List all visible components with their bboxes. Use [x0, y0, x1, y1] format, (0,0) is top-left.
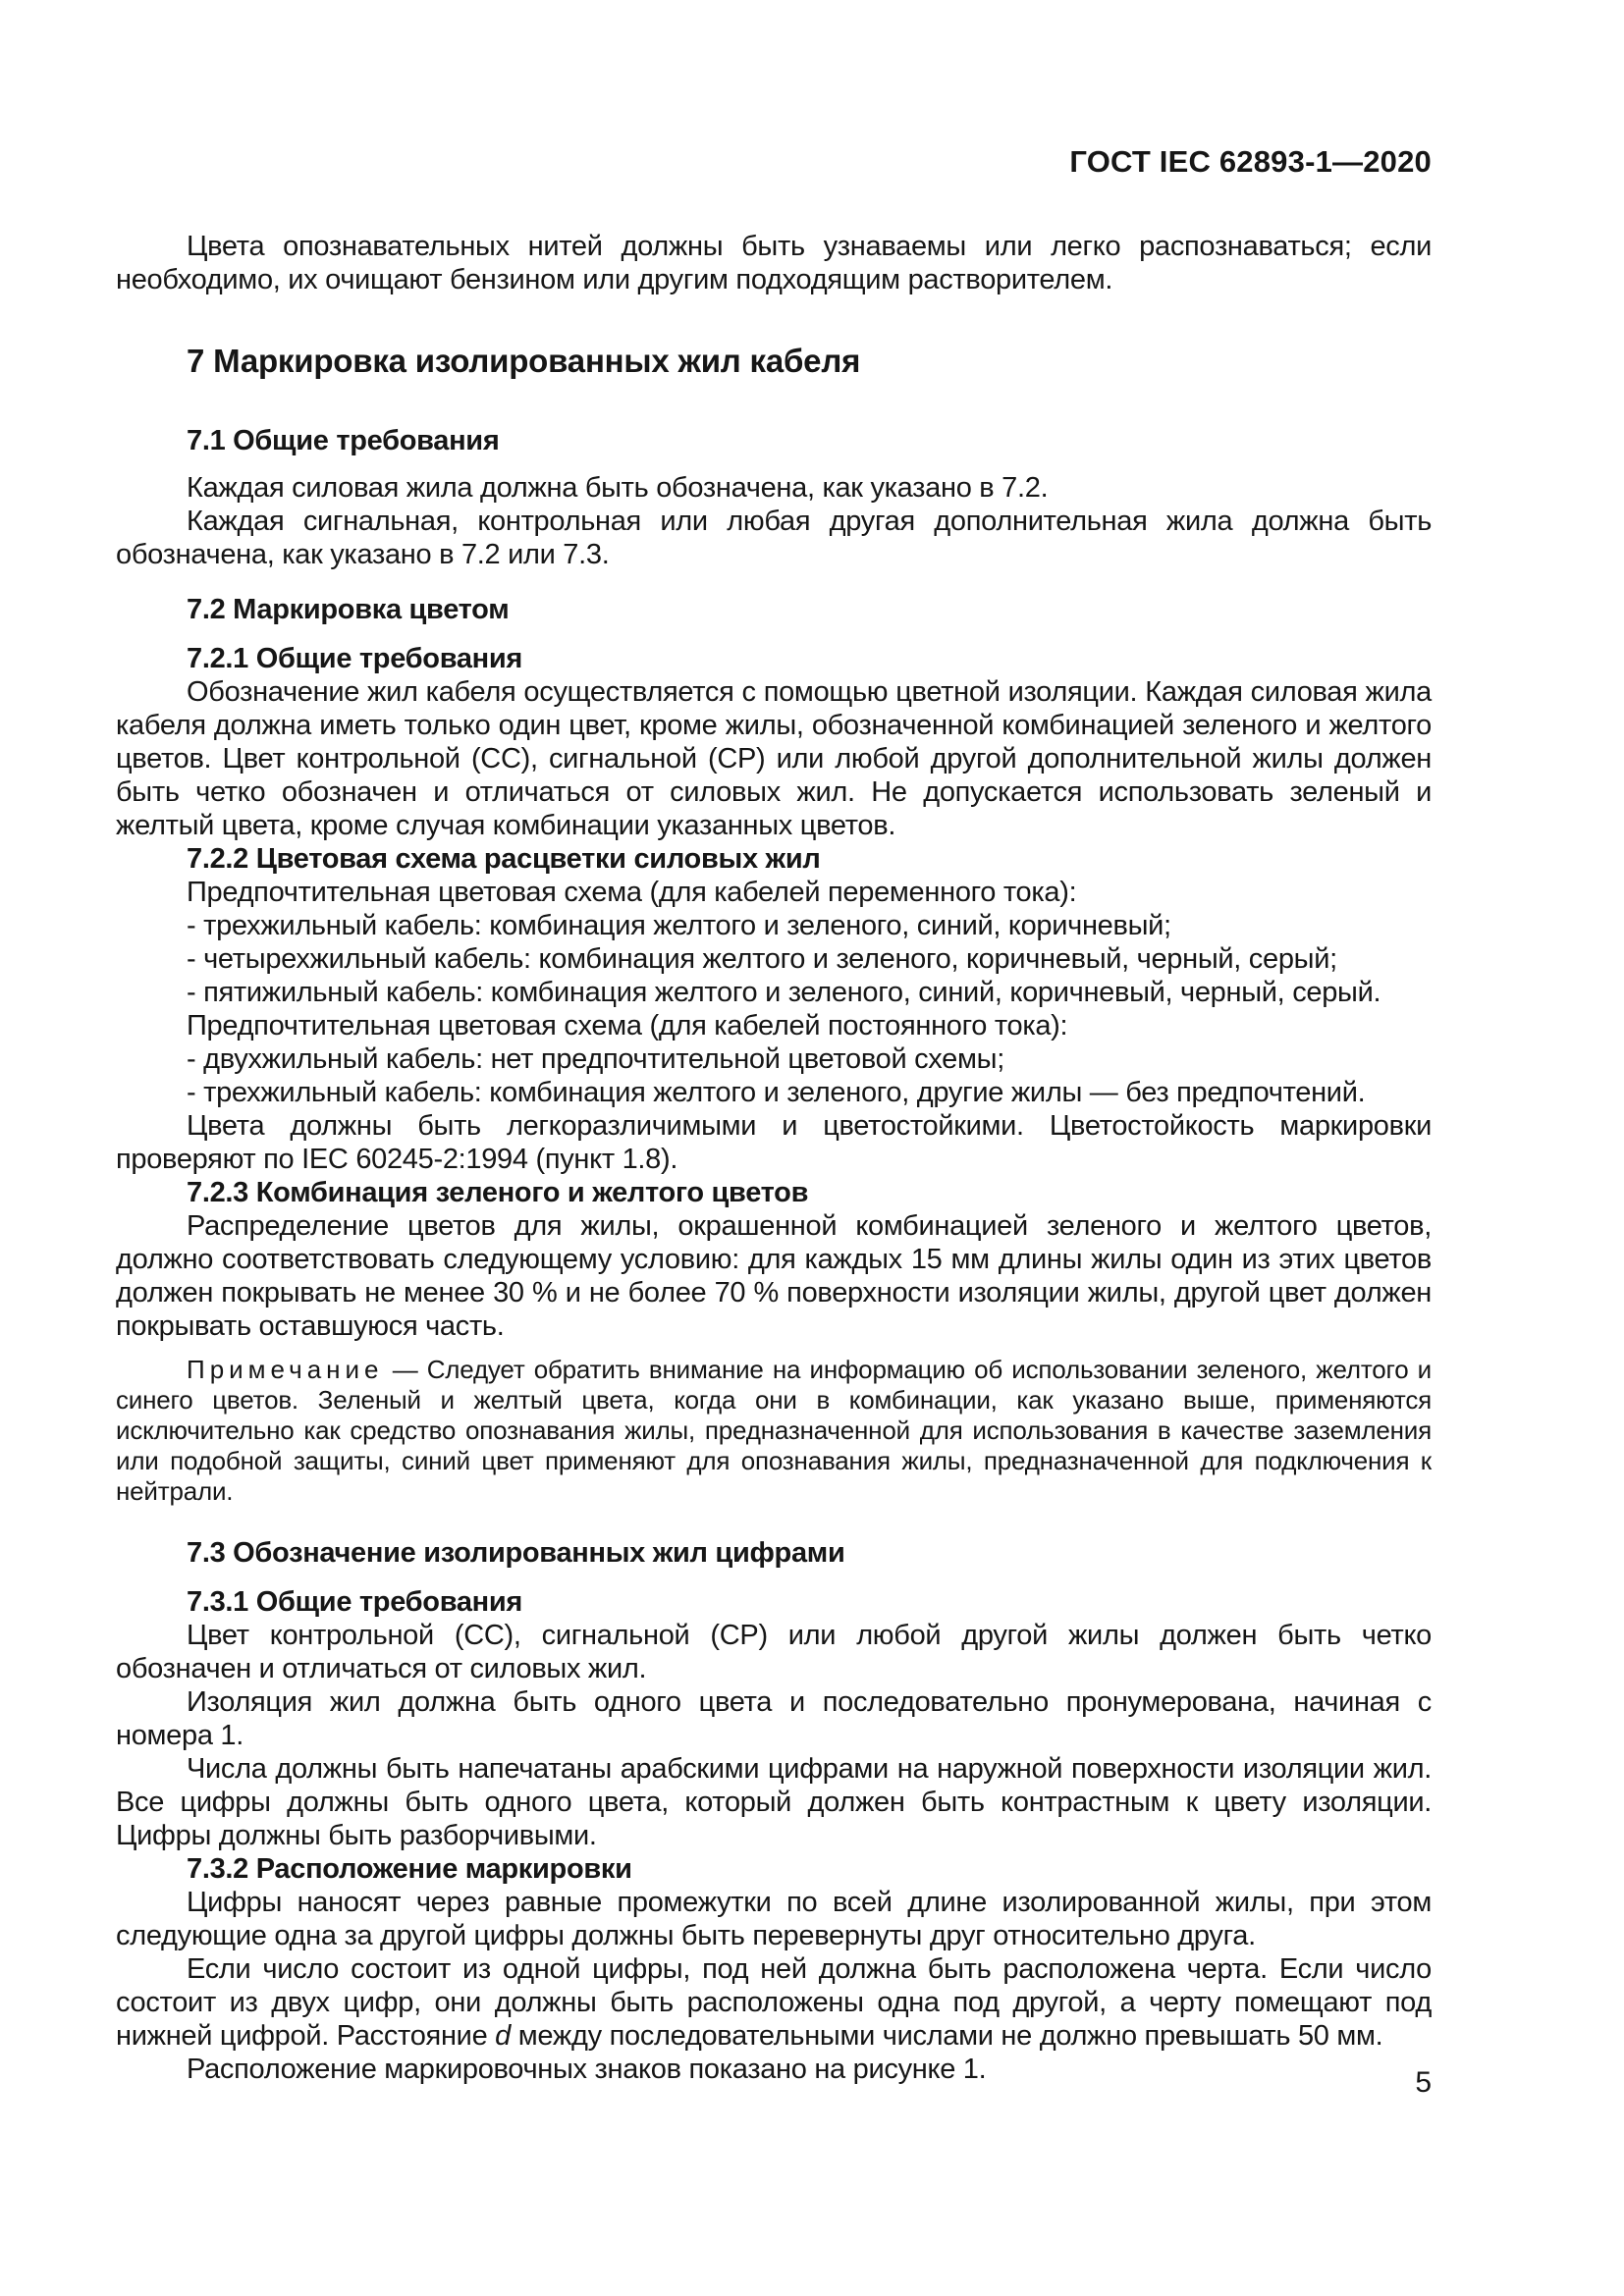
section-7-3-2-paragraph: Цифры наносят через равные промежутки по всей длине изолированной жилы, при этом следующие одна за другой цифры должны быть перевернуты друг относительно друга. [116, 1887, 1432, 1951]
section-7-3-title: 7.3 Обозначение изолированных жил цифрами [187, 1537, 845, 1569]
section-7-3-1-paragraph: Изоляция жил должна быть одного цвета и последовательно пронумерована, начиная с номера 1. [116, 1686, 1432, 1751]
section-7-2-title: 7.2 Маркировка цветом [187, 594, 510, 625]
text-column [116, 0, 1432, 2086]
section-7-title: 7 Маркировка изолированных жил кабеля [187, 343, 861, 379]
ac-scheme-intro: Предпочтительная цветовая схема (для кабелей переменного тока): [187, 877, 1077, 908]
page-number: 5 [1415, 2066, 1432, 2099]
bullet-item: - двухжильный кабель: нет предпочтительной цветовой схемы; [187, 1043, 1004, 1075]
section-7-2-2-title: 7.2.2 Цветовая схема расцветки силовых жил [187, 843, 821, 875]
section-7-2-3-paragraph: Распределение цветов для жилы, окрашенной комбинацией зеленого и желтого цветов, должно соответствовать следующему условию: для каждых 15 мм длины жилы один из этих цветов должен покрывать не менее 30 % и не более 70 % поверхности изоляции жилы, другой цвет должен покрывать оставшуюся часть. [116, 1210, 1432, 1342]
color-fastness-paragraph: Цвета должны быть легкоразличимыми и цветостойкими. Цветостойкость маркировки проверяют по IEC 60245-2:1994 (пункт 1.8). [116, 1110, 1432, 1175]
section-7-3-1-paragraph: Числа должны быть напечатаны арабскими цифрами на наружной поверхности изоляции жил. Все цифры должны быть одного цвета, который должен быть контрастным к цвету изоляции. Цифры должны быть разборчивыми. [116, 1753, 1432, 1851]
marking-distance-text-before: Если число состоит из одной цифры, под ней должна быть расположена черта. Если число состоит из двух цифр, они должны быть расположены одна под другой, а черту помещают под нижней цифрой. Расстояние [116, 1953, 1432, 2052]
dc-scheme-intro: Предпочтительная цветовая схема (для кабелей постоянного тока): [187, 1010, 1068, 1041]
figure-reference-paragraph: Расположение маркировочных знаков показано на рисунке 1. [187, 2054, 987, 2085]
section-7-2-1-paragraph: Обозначение жил кабеля осуществляется с помощью цветной изоляции. Каждая силовая жила кабеля должна иметь только один цвет, кроме жилы, обозначенной комбинацией зеленого и желтого цветов. Цвет контрольной (СС), сигнальной (СР) или любой другой дополнительной жилы должен быть четко обозначен и отличаться от силовых жил. Не допускается использовать зеленый и желтый цвета, кроме случая комбинации указанных цветов. [116, 676, 1432, 841]
section-7-3-1-title: 7.3.1 Общие требования [187, 1586, 523, 1618]
distance-symbol-d: d [495, 2020, 512, 2052]
section-7-2-3-title: 7.2.3 Комбинация зеленого и желтого цветов [187, 1177, 809, 1208]
bullet-item: - трехжильный кабель: комбинация желтого и зеленого, синий, коричневый; [187, 910, 1171, 941]
bullet-item: - четырехжильный кабель: комбинация желтого и зеленого, коричневый, черный, серый; [187, 943, 1337, 975]
section-7-1-paragraph: Каждая сигнальная, контрольная или любая другая дополнительная жила должна быть обозначена, как указано в 7.2 или 7.3. [116, 506, 1432, 570]
section-7-2-1-title: 7.2.1 Общие требования [187, 643, 523, 674]
note-paragraph [116, 1355, 1432, 1507]
doc-code-header: ГОСТ IEC 62893-1—2020 [1069, 144, 1432, 179]
bullet-item: - трехжильный кабель: комбинация желтого и зеленого, другие жилы — без предпочтений. [187, 1077, 1366, 1108]
section-7-1-title: 7.1 Общие требования [187, 425, 500, 456]
intro-paragraph: Цвета опознавательных нитей должны быть узнаваемы или легко распознаваться; если необходимо, их очищают бензином или другим подходящим растворителем. [116, 231, 1432, 295]
section-7-3-1-paragraph: Цвет контрольной (СС), сигнальной (СР) или любой другой жилы должен быть четко обозначен и отличаться от силовых жил. [116, 1620, 1432, 1684]
section-7-3-2-title: 7.3.2 Расположение маркировки [187, 1853, 632, 1885]
note-text: — Следует обратить внимание на информацию об использовании зеленого, желтого и синего цветов. Зеленый и желтый цвета, когда они в комбинации, как указано выше, применяются исключительно как средство опознавания жилы, предназначенной для использования в качестве заземления или подобной защиты, синий цвет применяют для опознавания жилы, предназначенной для подключения к нейтрали. [116, 1355, 1432, 1506]
bullet-item: - пятижильный кабель: комбинация желтого и зеленого, синий, коричневый, черный, серый. [187, 977, 1381, 1008]
note-label: Примечание [187, 1355, 384, 1384]
section-7-3-2-paragraph [116, 1952, 1432, 2053]
marking-distance-text-after: между последовательными числами не должно превышать 50 мм. [517, 2020, 1383, 2052]
section-7-1-paragraph: Каждая силовая жила должна быть обозначена, как указано в 7.2. [187, 472, 1049, 504]
